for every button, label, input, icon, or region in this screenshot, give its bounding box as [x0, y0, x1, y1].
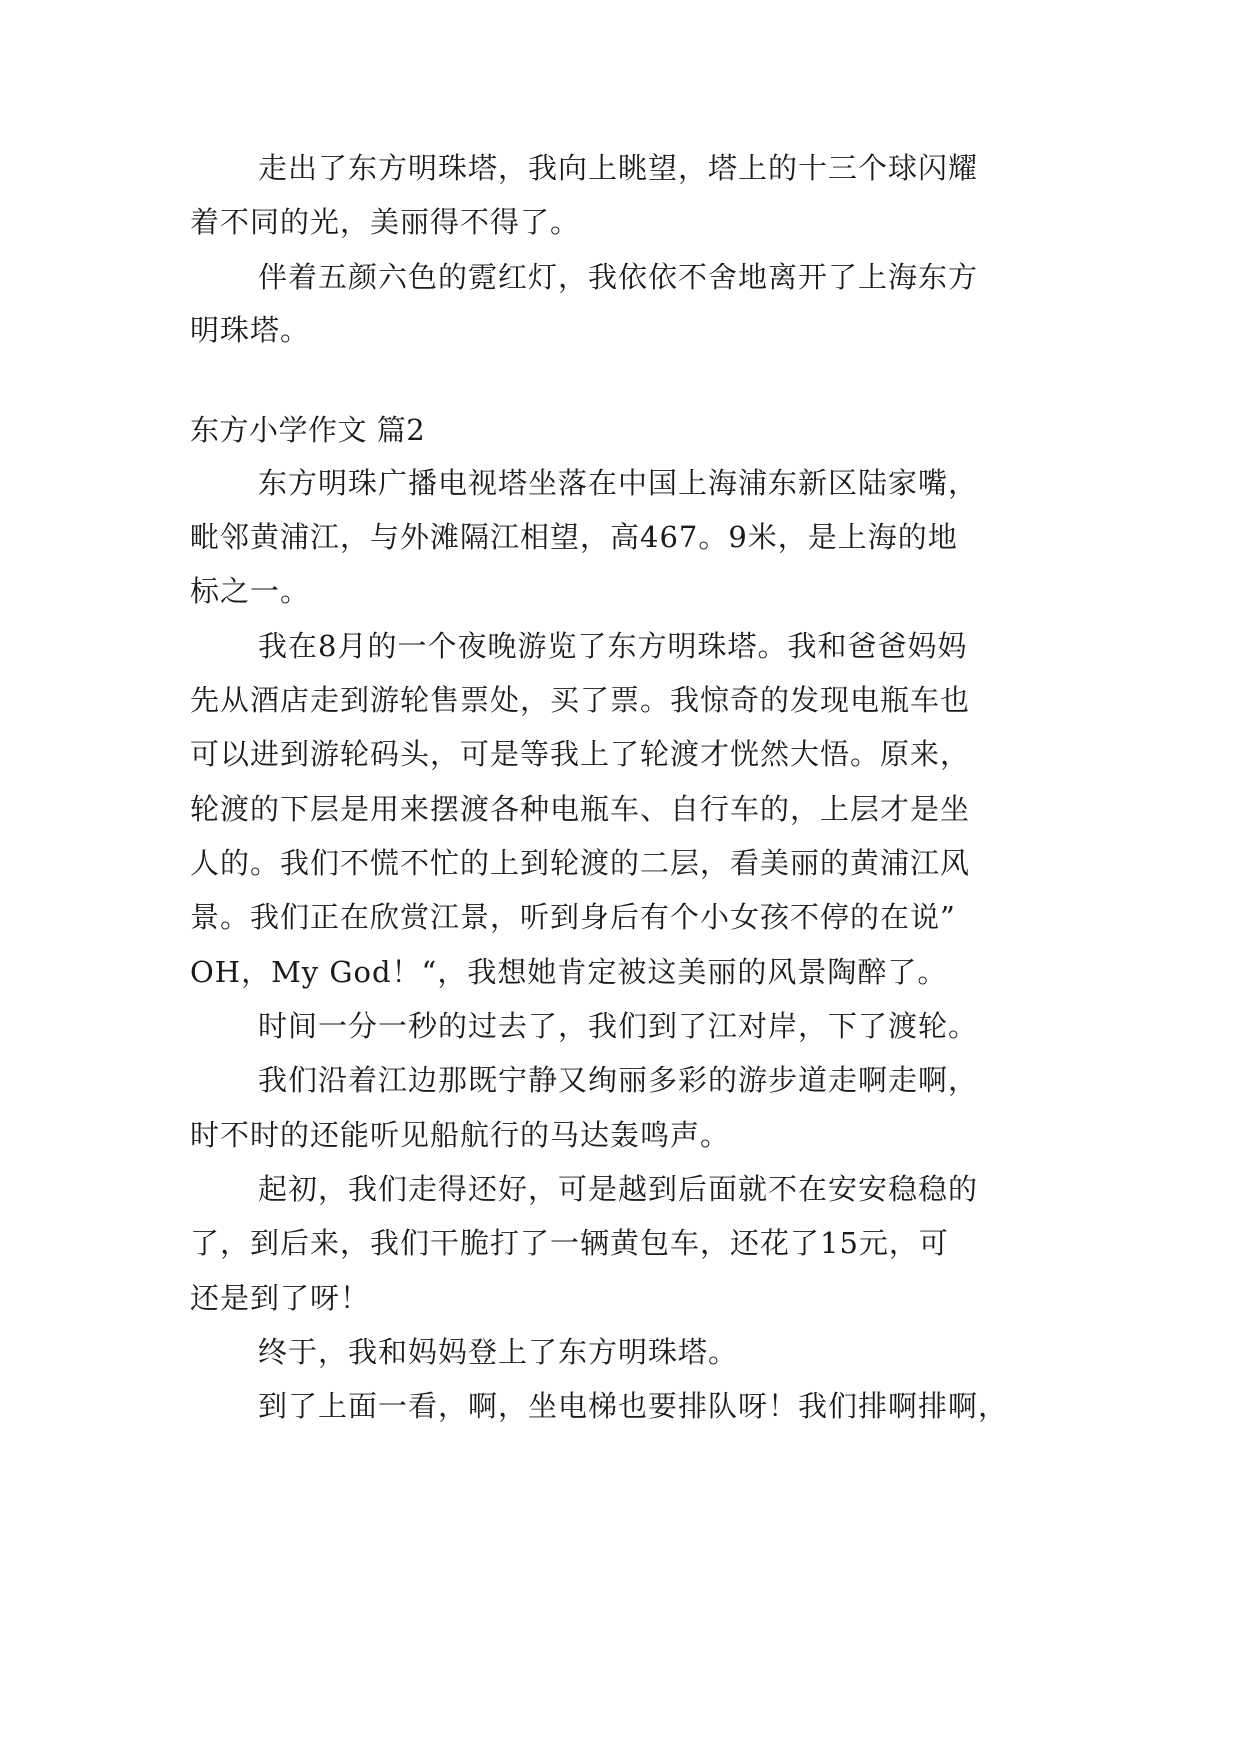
paragraph-line: 毗邻黄浦江，与外滩隔江相望，高467。9米，是上海的地 [190, 520, 958, 554]
paragraph-line: 标之一。 [190, 574, 311, 608]
section-heading: 东方小学作文 篇2 [190, 413, 426, 447]
paragraph-line: 着不同的光，美丽得不得了。 [190, 205, 581, 239]
paragraph-line: 东方明珠广播电视塔坐落在中国上海浦东新区陆家嘴， [258, 466, 979, 500]
paragraph-line: 人的。我们不慌不忙的上到轮渡的二层，看美丽的黄浦江风 [190, 846, 971, 880]
paragraph-line: OH，My God！“，我想她肯定被这美丽的风景陶醉了。 [190, 955, 948, 989]
paragraph-line: 走出了东方明珠塔，我向上眺望，塔上的十三个球闪耀 [258, 151, 979, 185]
paragraph-line: 时间一分一秒的过去了，我们到了江对岸，下了渡轮。 [258, 1009, 979, 1043]
paragraph-line: 我在8月的一个夜晚游览了东方明珠塔。我和爸爸妈妈 [258, 629, 968, 663]
paragraph-line: 可以进到游轮码头，可是等我上了轮渡才恍然大悟。原来， [190, 737, 971, 771]
paragraph-line: 了，到后来，我们干脆打了一辆黄包车，还花了15元，可 [190, 1226, 949, 1260]
paragraph-line: 先从酒店走到游轮售票处，买了票。我惊奇的发现电瓶车也 [190, 683, 971, 717]
paragraph-line: 轮渡的下层是用来摆渡各种电瓶车、自行车的，上层才是坐 [190, 792, 971, 826]
paragraph-line: 明珠塔。 [190, 313, 311, 347]
paragraph-line: 起初，我们走得还好，可是越到后面就不在安安稳稳的 [258, 1172, 979, 1206]
paragraph-line: 时不时的还能听见船航行的马达轰鸣声。 [190, 1118, 731, 1152]
paragraph-line: 终于，我和妈妈登上了东方明珠塔。 [258, 1335, 739, 1369]
paragraph-line: 到了上面一看，啊，坐电梯也要排队呀！我们排啊排啊， [258, 1389, 1009, 1423]
paragraph-line: 景。我们正在欣赏江景，听到身后有个小女孩不停的在说” [190, 900, 956, 934]
paragraph-line: 伴着五颜六色的霓红灯，我依依不舍地离开了上海东方 [258, 260, 979, 294]
paragraph-line: 还是到了呀！ [190, 1281, 371, 1315]
paragraph-line: 我们沿着江边那既宁静又绚丽多彩的游步道走啊走啊， [258, 1063, 979, 1097]
